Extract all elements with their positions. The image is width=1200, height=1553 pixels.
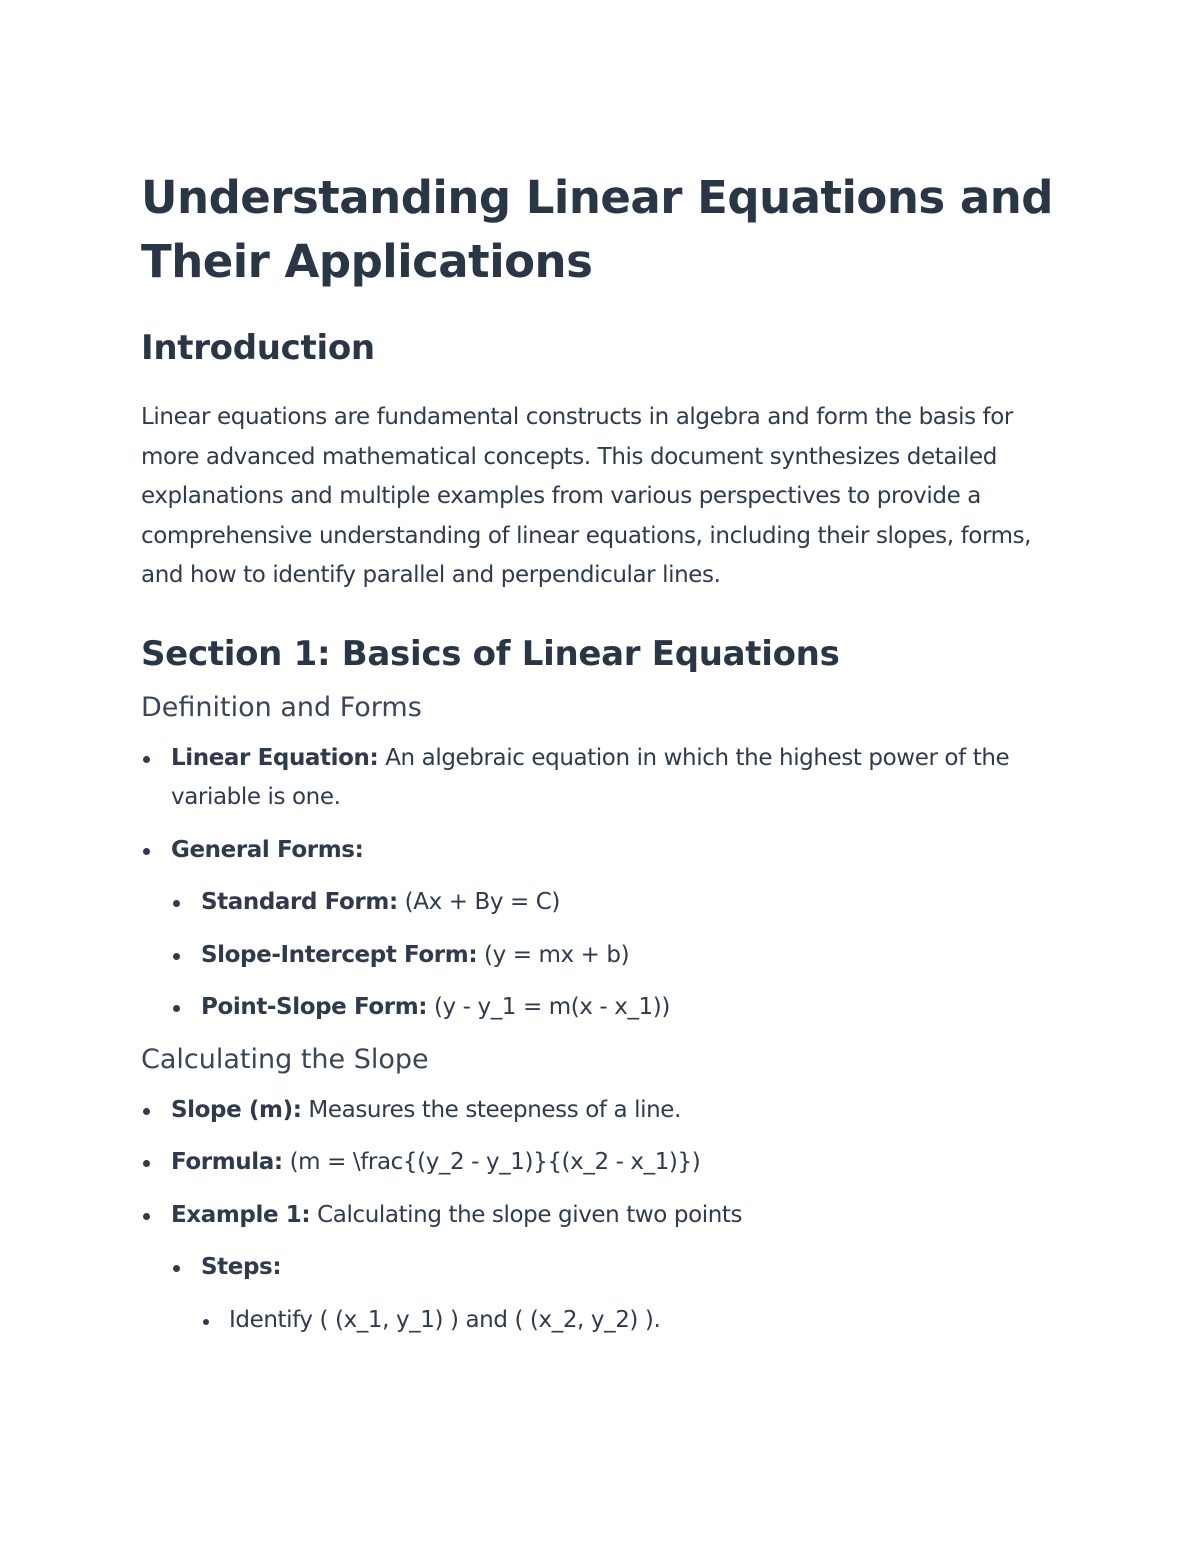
list-item-label: Linear Equation: bbox=[171, 744, 379, 771]
list-item-label: General Forms: bbox=[171, 836, 364, 863]
list-item-label: Point-Slope Form: bbox=[201, 994, 428, 1020]
list-item-label: Formula: bbox=[171, 1149, 283, 1175]
list-item-text: Measures the steepness of a line. bbox=[301, 1096, 681, 1123]
general-forms-list bbox=[171, 883, 1061, 1028]
list-item-label: Slope (m): bbox=[171, 1096, 302, 1123]
introduction-paragraph: Linear equations are fundamental constructs in algebra and form the basis for more advanced mathematical concepts. This document synthesizes detailed explanations and multiple examples from various perspectives to provide a comprehensive understanding of linear equations, including their slopes, forms, and how to identify parallel and perpendicular lines. bbox=[141, 404, 1032, 588]
slope-list bbox=[141, 1091, 1061, 1341]
list-item-label: Steps: bbox=[201, 1254, 282, 1280]
list-item-text: Identify ( (x_1, y_1) ) and ( (x_2, y_2) ). bbox=[229, 1306, 661, 1333]
list-item bbox=[171, 988, 1061, 1028]
steps-list bbox=[201, 1301, 1061, 1341]
example-1-list bbox=[171, 1248, 1061, 1340]
list-item bbox=[171, 1248, 1061, 1340]
list-item bbox=[141, 1091, 1061, 1131]
list-item bbox=[171, 936, 1061, 976]
list-item-label: Example 1: bbox=[171, 1201, 311, 1228]
document-title: Understanding Linear Equations and Their Applications bbox=[141, 171, 1053, 288]
definition-list bbox=[141, 739, 1061, 1028]
list-item-text: (Ax + By = C) bbox=[397, 889, 560, 915]
list-item-text: (m = \frac{(y_2 - y_1)}{(x_2 - x_1)}) bbox=[282, 1149, 701, 1175]
calculating-slope-heading: Calculating the Slope bbox=[141, 1043, 429, 1075]
list-item-label: Standard Form: bbox=[201, 889, 398, 915]
list-item-text: An algebraic equation in which the highest power of the variable is one. bbox=[171, 744, 1010, 810]
list-item-text: (y - y_1 = m(x - x_1)) bbox=[427, 994, 670, 1020]
list-item bbox=[141, 1196, 1061, 1341]
list-item-text: Calculating the slope given two points bbox=[310, 1201, 743, 1228]
definition-heading: Definition and Forms bbox=[141, 691, 422, 723]
list-item-text: (y = mx + b) bbox=[477, 941, 630, 968]
list-item bbox=[201, 1301, 1061, 1341]
list-item bbox=[141, 831, 1061, 1028]
list-item-label: Slope-Intercept Form: bbox=[201, 941, 478, 968]
list-item bbox=[141, 1143, 1061, 1183]
section-1-heading: Section 1: Basics of Linear Equations bbox=[141, 633, 840, 674]
list-item bbox=[171, 883, 1061, 923]
list-item bbox=[141, 739, 1061, 818]
document-page bbox=[141, 166, 1061, 1340]
introduction-heading: Introduction bbox=[141, 328, 375, 368]
